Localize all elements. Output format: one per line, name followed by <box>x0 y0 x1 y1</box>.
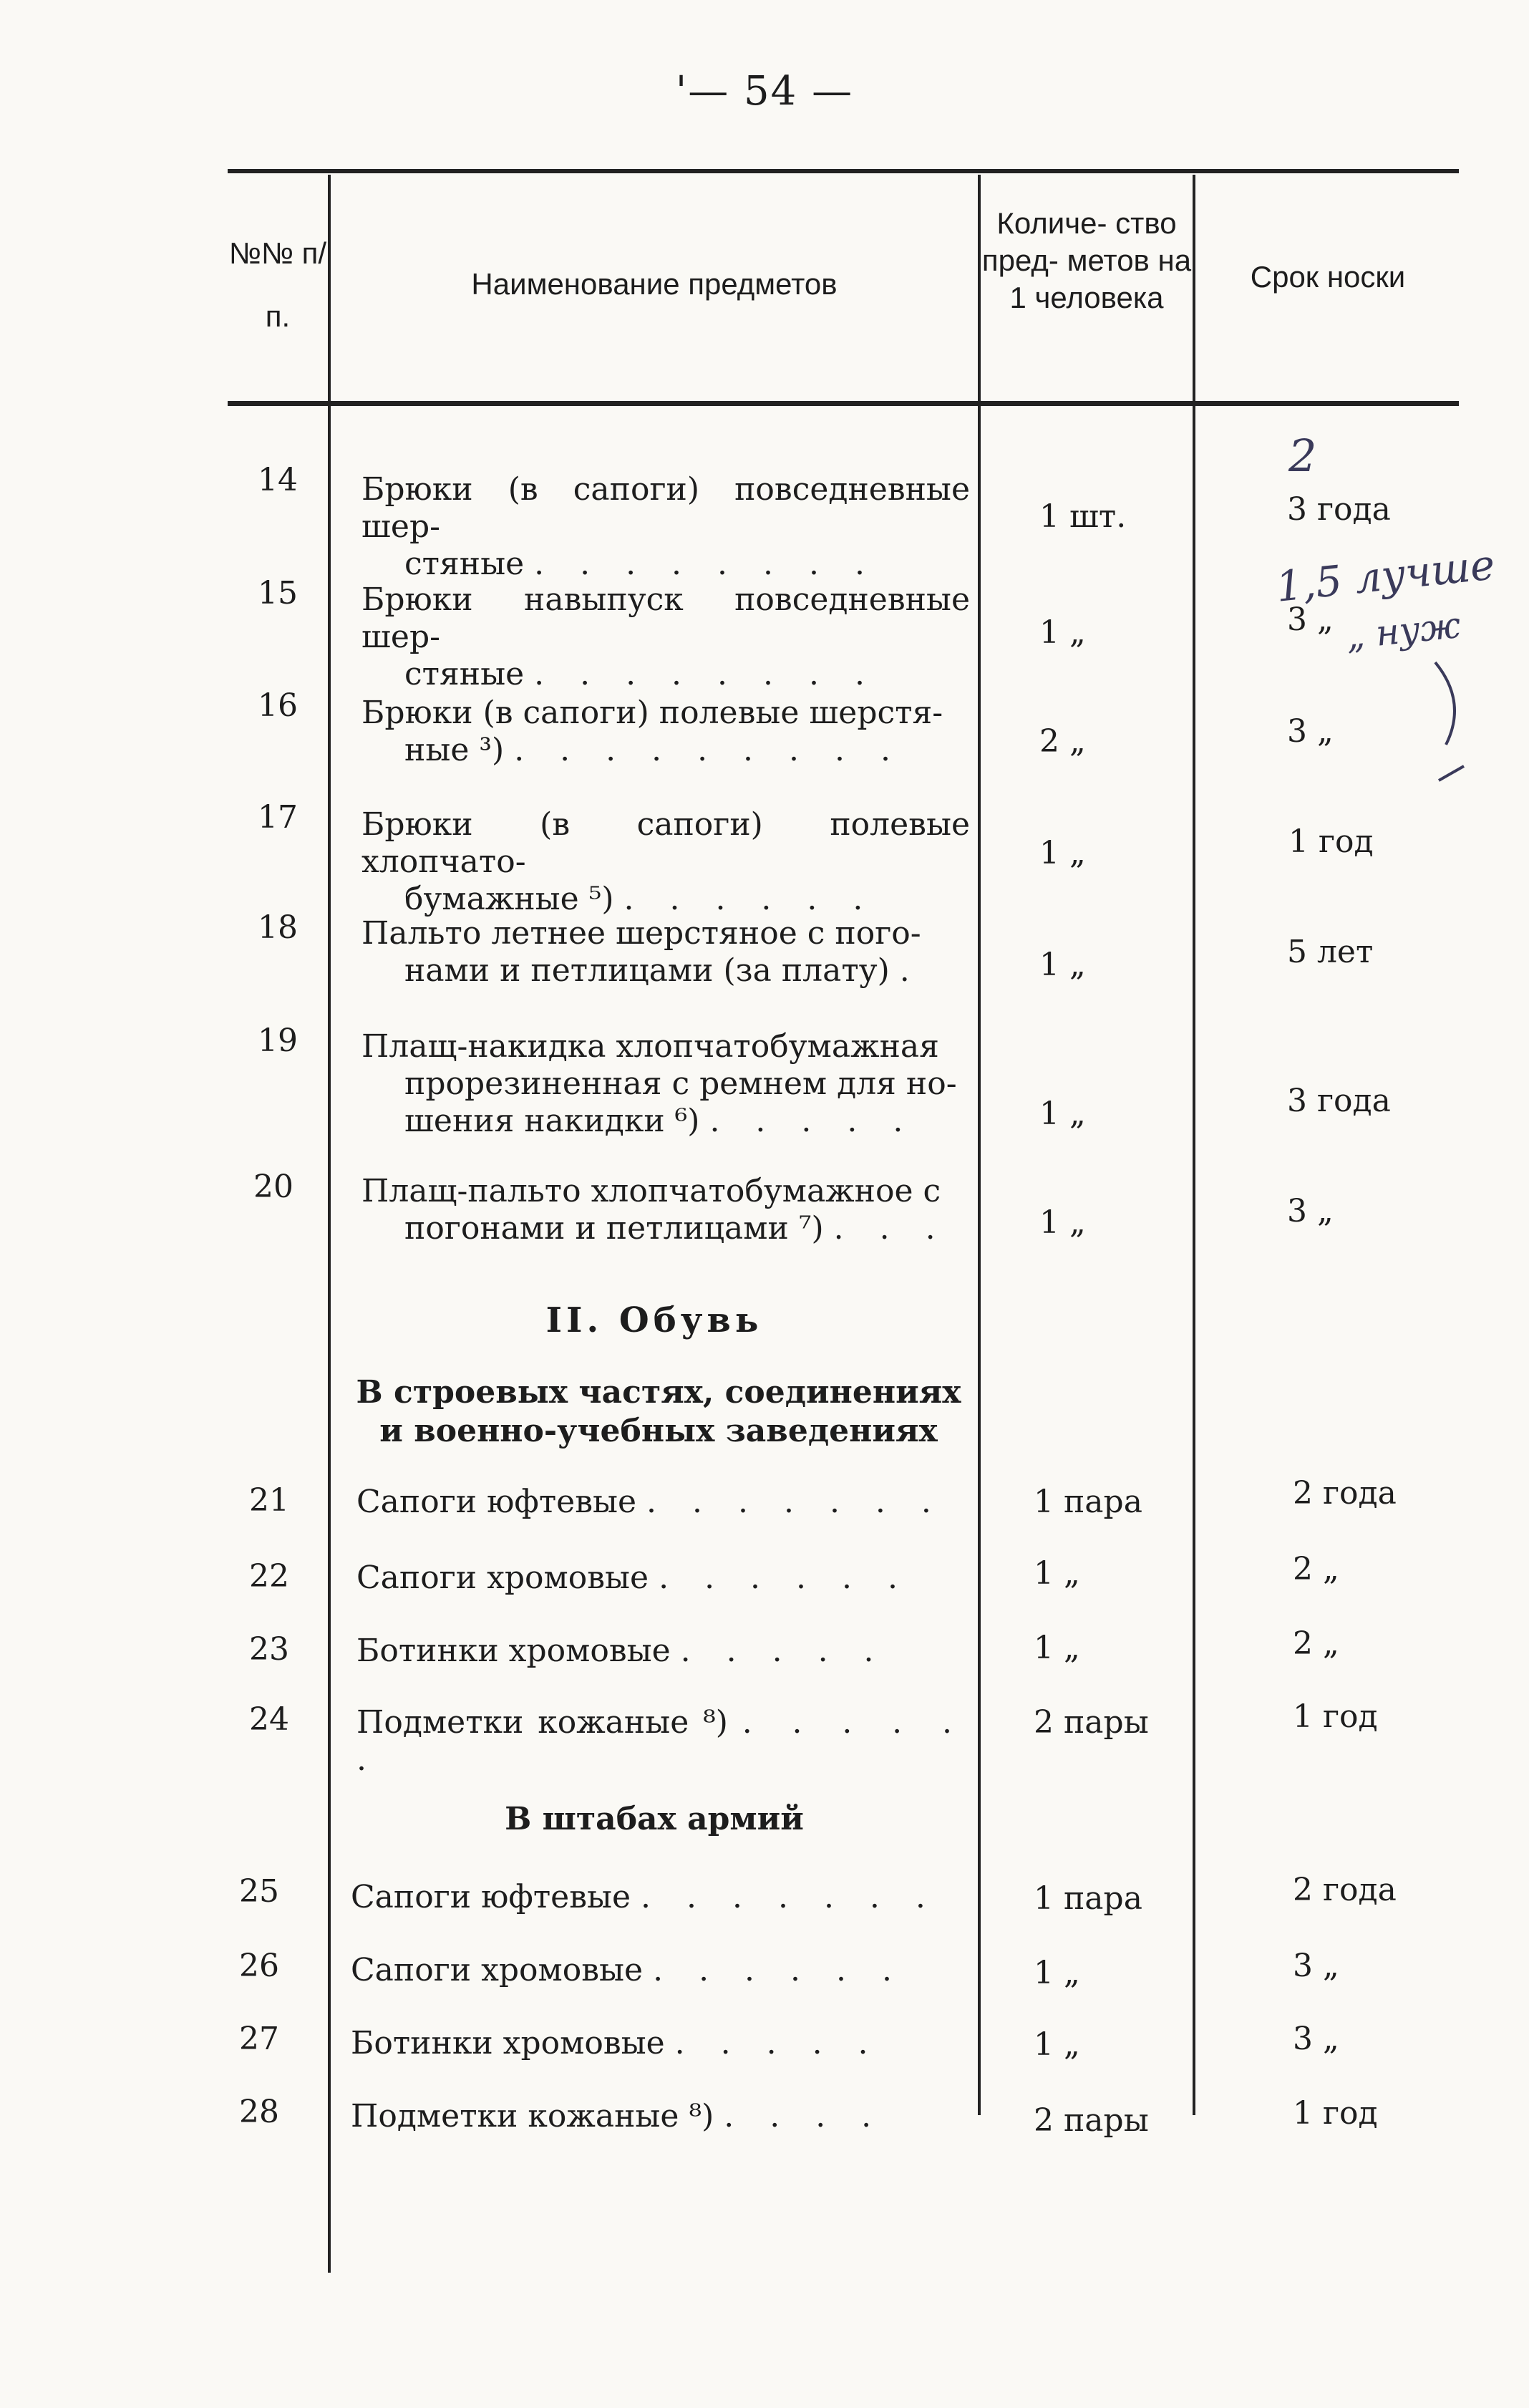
row-term: 3 „ <box>1287 601 1334 638</box>
row-quantity: 2 „ <box>1039 723 1086 760</box>
row-quantity: 1 „ <box>1039 1096 1086 1132</box>
table-top-rule <box>228 169 1459 173</box>
row-name: Сапоги юфтевые . . . . . . . <box>356 1484 944 1520</box>
row-name-line: бумажные ⁵) . . . . . . <box>404 881 876 917</box>
row-number: 25 <box>239 1873 279 1910</box>
row-number: 18 <box>258 909 298 946</box>
header-term: Срок носки <box>1250 260 1406 294</box>
row-name-line: нами и петлицами (за плату) . <box>404 952 923 989</box>
column-divider-3 <box>1193 175 1195 2115</box>
row-name: Сапоги хромовые . . . . . . <box>351 1952 905 1988</box>
row-name-line: прорезиненная с ремнем для но- <box>404 1065 957 1102</box>
header-number: №№ п/п. <box>228 236 327 333</box>
row-name-line: Плащ-накидка хлопчатобумажная <box>361 1028 939 1065</box>
row-quantity: 2 пары <box>1034 2102 1149 2139</box>
row-number: 24 <box>249 1701 289 1738</box>
row-quantity: 1 шт. <box>1039 498 1127 535</box>
row-number: 22 <box>249 1558 289 1595</box>
row-name <box>361 1028 970 1140</box>
row-name-line: шения накидки ⁶) . . . . . <box>404 1103 916 1139</box>
row-number: 15 <box>258 575 298 611</box>
row-name: Ботинки хромовые . . . . . <box>356 1633 887 1669</box>
row-term: 3 „ <box>1293 1948 1339 1984</box>
row-quantity: 1 пара <box>1034 1880 1142 1917</box>
row-quantity: 1 „ <box>1034 1630 1080 1666</box>
row-term: 2 года <box>1293 1475 1397 1512</box>
row-term: 1 год <box>1293 2095 1378 2132</box>
row-quantity: 1 „ <box>1034 1955 1080 1991</box>
handwritten-note: 2 <box>1288 430 1317 482</box>
row-term: 1 год <box>1293 1698 1378 1735</box>
row-term: 2 года <box>1293 1872 1397 1908</box>
row-term: 3 „ <box>1293 2021 1339 2057</box>
row-name: Подметки кожаные ⁸) . . . . . . <box>356 1704 965 1778</box>
row-term: 2 „ <box>1293 1625 1339 1662</box>
row-term: 3 года <box>1287 1083 1391 1119</box>
row-number: 23 <box>249 1631 289 1668</box>
row-term: 2 „ <box>1293 1551 1339 1587</box>
row-name-line: Пальто летнее шерстяное с пого- <box>361 915 921 952</box>
row-name-line: Брюки (в сапоги) полевые шерстя- <box>361 695 943 731</box>
column-divider-2 <box>978 175 981 2115</box>
row-quantity: 1 „ <box>1034 2026 1080 2063</box>
table-header-rule <box>228 401 1459 406</box>
row-quantity: 1 „ <box>1039 835 1086 871</box>
row-quantity: 1 „ <box>1039 947 1086 983</box>
header-name: Наименование предметов <box>471 267 838 301</box>
row-term: 3 „ <box>1287 713 1334 750</box>
row-term: 3 года <box>1287 491 1391 528</box>
row-number: 27 <box>239 2021 279 2057</box>
section-title: II. Обувь <box>545 1300 763 1340</box>
row-name <box>361 581 970 693</box>
handwritten-note: „ нуж <box>1344 604 1463 658</box>
row-name-line: погонами и петлицами ⁷) . . . <box>404 1210 948 1247</box>
row-quantity: 1 „ <box>1034 1555 1080 1592</box>
row-term: 3 „ <box>1287 1193 1334 1229</box>
handwritten-note: 1,5 лучше <box>1273 540 1498 611</box>
row-name-line: Брюки (в сапоги) повседневные шер- <box>361 471 970 545</box>
row-number: 14 <box>258 462 298 498</box>
row-name: Ботинки хромовые . . . . . <box>351 2025 881 2061</box>
row-number: 20 <box>253 1169 293 1205</box>
row-name-line: стяные . . . . . . . . <box>404 546 878 582</box>
row-name <box>361 806 970 918</box>
row-number: 28 <box>239 2094 279 2130</box>
header-quantity: Количе- ство пред- метов на 1 человека <box>981 206 1192 314</box>
row-name-line: Брюки навыпуск повседневные шер- <box>361 581 970 655</box>
row-quantity: 1 „ <box>1039 614 1086 651</box>
row-name-line: ные ³) . . . . . . . . . <box>404 732 903 768</box>
row-name: Сапоги юфтевые . . . . . . . <box>351 1879 938 1915</box>
row-number: 17 <box>258 799 298 836</box>
row-term: 5 лет <box>1287 934 1374 970</box>
row-name-line: стяные . . . . . . . . <box>404 656 878 692</box>
row-number: 16 <box>258 687 298 724</box>
row-term: 1 год <box>1288 823 1374 860</box>
page-number: '— 54 — <box>675 68 854 115</box>
row-name-line: Плащ-пальто хлопчатобумажное с <box>361 1173 941 1209</box>
row-quantity: 1 „ <box>1039 1204 1086 1241</box>
row-quantity: 1 пара <box>1034 1484 1142 1520</box>
row-name <box>361 471 970 583</box>
subsection-title: В строевых частях, соединениях и военно-учебных заведениях <box>356 1374 961 1449</box>
subsection-title: В штабах армий <box>505 1801 804 1837</box>
row-number: 21 <box>249 1482 289 1519</box>
row-number: 26 <box>239 1948 279 1984</box>
row-name: Сапоги хромовые . . . . . . <box>356 1560 911 1596</box>
row-name: Подметки кожаные ⁸) . . . . <box>351 2098 885 2134</box>
row-name <box>361 695 970 769</box>
row-name <box>361 915 970 990</box>
row-quantity: 2 пары <box>1034 1704 1149 1741</box>
row-number: 19 <box>258 1022 298 1059</box>
handwritten-bracket-icon <box>1432 659 1475 802</box>
row-name <box>361 1173 970 1247</box>
row-name-line: Брюки (в сапоги) полевые хлопчато- <box>361 806 970 880</box>
